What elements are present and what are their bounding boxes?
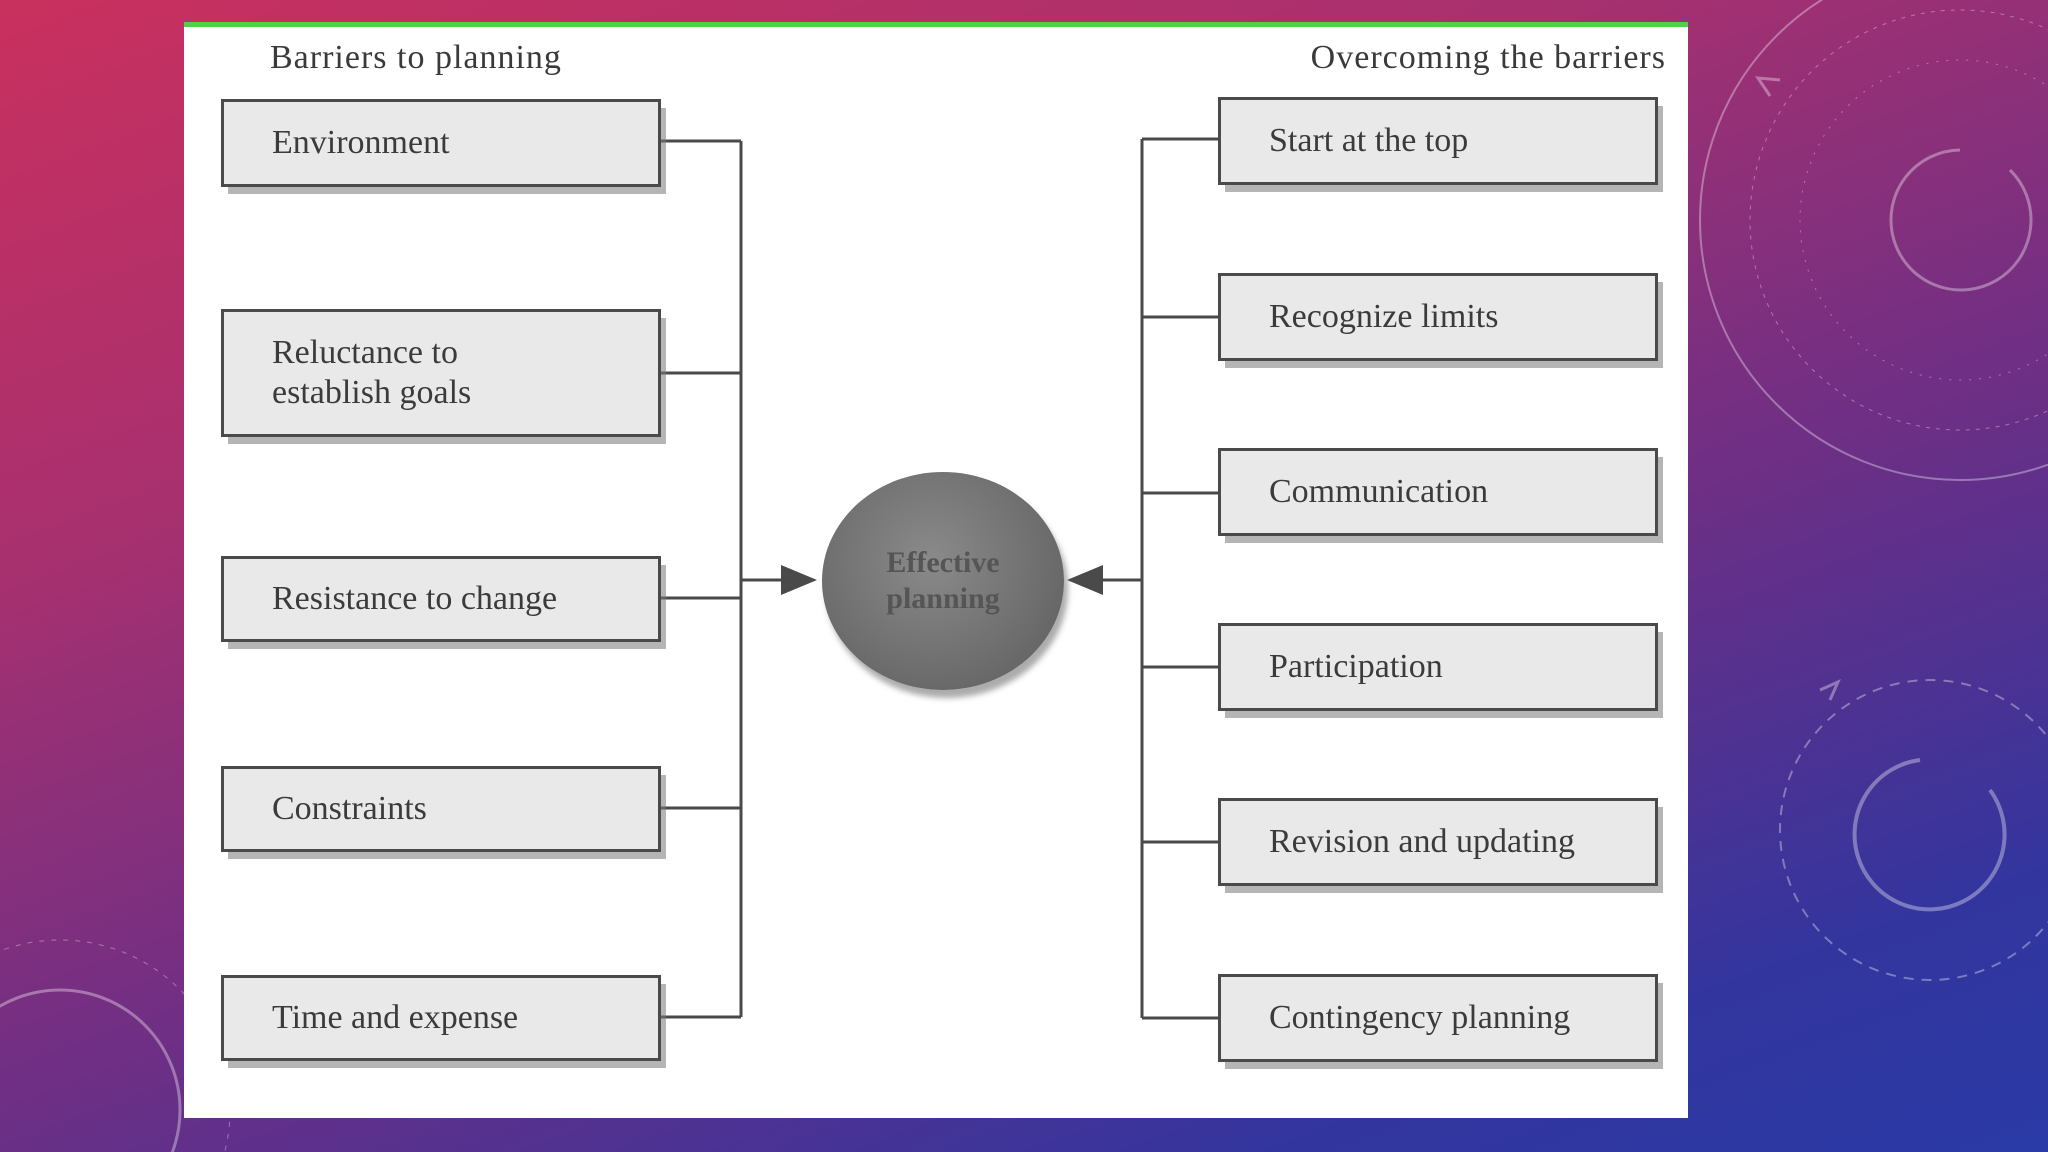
solution-label: Communication [1269,473,1489,510]
barrier-resistance [221,556,661,642]
barrier-environment [221,99,661,187]
barrier-label: Constraints [272,790,427,827]
effective-planning-circle: Effective planning [822,472,1064,690]
barrier-label: Environment [272,124,450,161]
overcoming-heading: Overcoming the barriers [1310,39,1666,76]
solution-start-top [1218,97,1658,185]
barrier-label: Reluctance to establish goals [272,334,472,411]
barriers-heading: Barriers to planning [270,39,562,76]
solution-label: Contingency planning [1269,999,1571,1036]
solution-label: Start at the top [1269,122,1469,159]
barrier-time-expense [221,975,661,1061]
solution-contingency [1218,974,1658,1062]
solution-label: Recognize limits [1269,298,1499,335]
solution-communication [1218,448,1658,536]
solution-participation [1218,623,1658,711]
barrier-label: Time and expense [272,999,519,1036]
solution-label: Participation [1269,648,1443,685]
solution-revision [1218,798,1658,886]
barrier-constraints [221,766,661,852]
solution-label: Revision and updating [1269,823,1575,860]
barrier-label: Resistance to change [272,580,558,617]
solution-recognize-limits [1218,273,1658,361]
barrier-reluctance [221,309,661,437]
slide-canvas [184,22,1688,1118]
